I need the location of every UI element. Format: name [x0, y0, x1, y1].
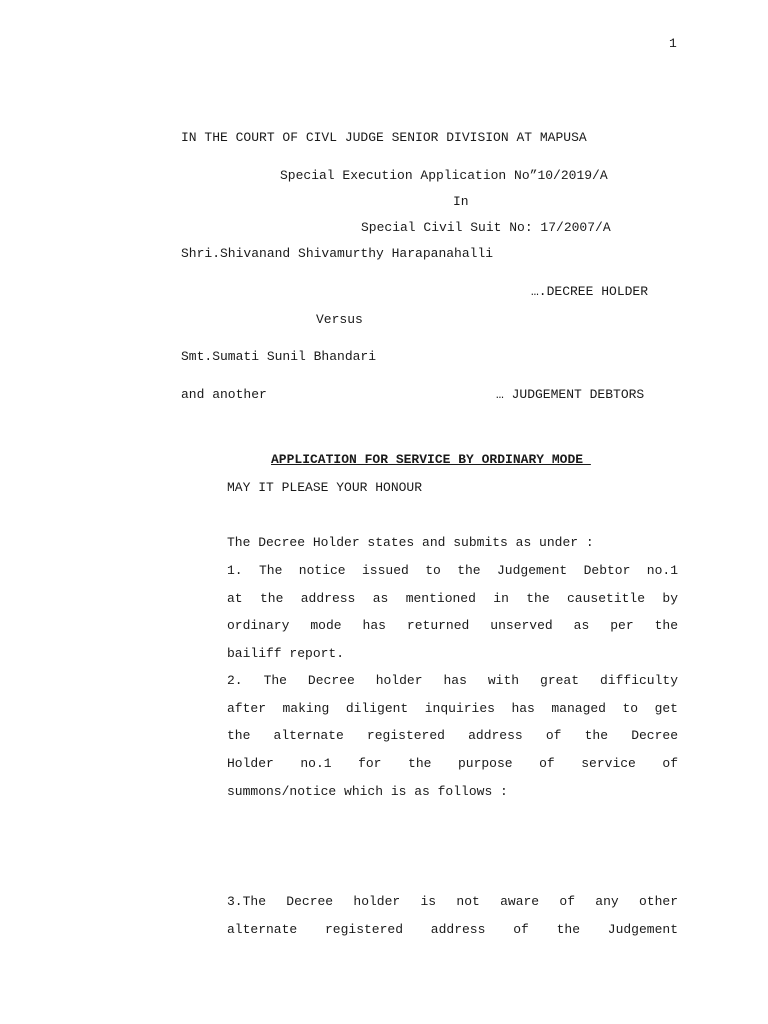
court-heading: IN THE COURT OF CIVL JUDGE SENIOR DIVISION AT MAPUSA: [181, 130, 587, 145]
body-line: ordinary mode has returned unserved as per the: [227, 618, 678, 633]
body-line: 1. The notice issued to the Judgement Debtor no.1: [227, 563, 678, 578]
salutation: MAY IT PLEASE YOUR HONOUR: [227, 480, 423, 495]
body-line: bailiff report.: [227, 646, 345, 661]
body-line: after making diligent inquiries has managed to get: [227, 701, 678, 716]
judgement-debtor-extra: and another: [181, 387, 267, 402]
decree-holder-name: Shri.Shivanand Shivamurthy Harapanahalli: [181, 246, 494, 261]
application-title: APPLICATION FOR SERVICE BY ORDINARY MODE: [271, 452, 591, 467]
body-line: the alternate registered address of the Decree: [227, 728, 678, 743]
suit-number: Special Civil Suit No: 17/2007/A: [361, 220, 611, 235]
in-label: In: [453, 194, 469, 209]
intro-paragraph: The Decree Holder states and submits as under :: [227, 535, 594, 550]
judgement-debtor-name: Smt.Sumati Sunil Bhandari: [181, 349, 377, 364]
body-line: 2. The Decree holder has with great difficulty: [227, 673, 678, 688]
page-number: 1: [669, 36, 677, 51]
versus-label: Versus: [316, 312, 363, 327]
body-line: summons/notice which is as follows :: [227, 784, 508, 799]
body-line: Holder no.1 for the purpose of service of: [227, 756, 678, 771]
body-line: alternate registered address of the Judgement: [227, 922, 678, 937]
application-number: Special Execution Application No”10/2019/A: [280, 168, 608, 183]
decree-holder-role: ….DECREE HOLDER: [531, 284, 649, 299]
judgement-debtor-role: … JUDGEMENT DEBTORS: [496, 387, 645, 402]
body-line: at the address as mentioned in the causetitle by: [227, 591, 678, 606]
body-line: 3.The Decree holder is not aware of any other: [227, 894, 678, 909]
